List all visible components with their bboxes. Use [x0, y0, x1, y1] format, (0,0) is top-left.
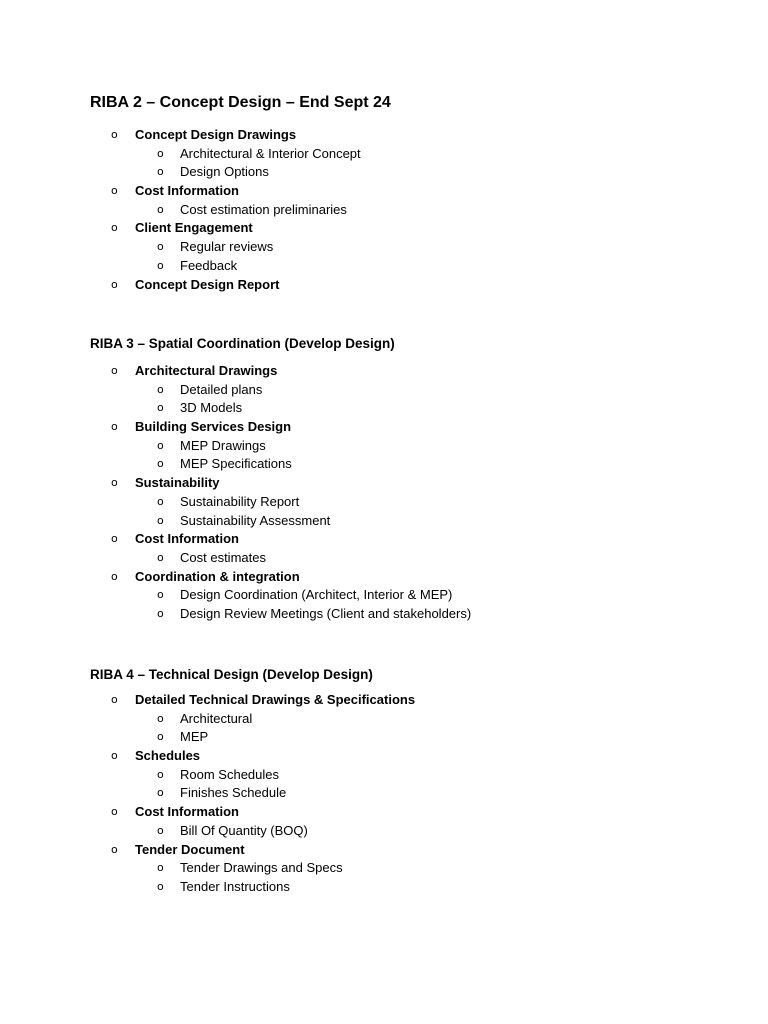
bullet-icon: o — [111, 184, 118, 198]
sub-list-item — [90, 878, 750, 897]
bullet-icon: o — [111, 128, 118, 141]
sub-item-label: Architectural & Interior Concept — [180, 145, 361, 161]
section-heading: RIBA 4 – Technical Design (Develop Design) — [90, 667, 373, 682]
sub-list-item — [90, 586, 750, 605]
bullet-icon: o — [157, 767, 164, 781]
list-item — [90, 276, 750, 295]
bullet-icon: o — [111, 693, 118, 706]
bullet-icon: o — [111, 221, 118, 235]
bullet-icon: o — [157, 550, 164, 564]
item-label: Tender Document — [135, 841, 245, 857]
bullet-icon: o — [111, 842, 118, 856]
list-item — [90, 568, 750, 587]
item-label: Client Engagement — [135, 220, 253, 236]
sub-list-item — [90, 201, 750, 220]
sub-item-label: Room Schedules — [180, 766, 279, 782]
item-label: Detailed Technical Drawings & Specifications — [135, 692, 416, 707]
list-item — [90, 747, 750, 766]
list-item — [90, 474, 750, 493]
list-item — [90, 219, 750, 238]
bullet-icon: o — [111, 277, 118, 291]
bullet-icon: o — [157, 513, 164, 527]
sub-list-item — [90, 766, 750, 785]
item-list — [90, 691, 750, 897]
bullet-icon: o — [111, 805, 118, 819]
bullet-icon: o — [157, 240, 164, 254]
bullet-icon: o — [157, 438, 164, 452]
list-item — [90, 803, 750, 822]
bullet-icon: o — [111, 569, 118, 583]
bullet-icon: o — [157, 401, 164, 415]
list-item — [90, 362, 750, 381]
section-heading: RIBA 3 – Spatial Coordination (Develop Design) — [90, 336, 395, 351]
bullet-icon: o — [157, 457, 164, 471]
list-item — [90, 841, 750, 860]
bullet-icon: o — [157, 711, 164, 725]
bullet-icon: o — [157, 494, 164, 508]
sub-item-label: Feedback — [180, 257, 238, 273]
list-item — [90, 126, 750, 145]
item-label: Sustainability — [135, 475, 220, 491]
item-label: Schedules — [135, 748, 201, 764]
sub-item-label: Sustainability Report — [180, 493, 300, 509]
sub-list-item — [90, 512, 750, 531]
item-label: Concept Design Drawings — [135, 127, 297, 142]
item-label: Cost Information — [135, 804, 239, 820]
bullet-icon: o — [157, 146, 164, 160]
item-label: Coordination & integration — [135, 568, 300, 584]
bullet-icon: o — [157, 606, 164, 620]
list-item — [90, 691, 750, 710]
sub-list-item — [90, 549, 750, 568]
sub-list-item — [90, 238, 750, 257]
sub-list-item — [90, 728, 750, 747]
sub-list-item — [90, 455, 750, 474]
sub-list-item — [90, 437, 750, 456]
sub-item-label: Design Options — [180, 164, 269, 180]
bullet-icon: o — [111, 476, 118, 490]
bullet-icon: o — [157, 202, 164, 216]
sub-item-label: 3D Models — [180, 400, 243, 416]
item-list — [90, 126, 750, 294]
section-heading: RIBA 2 – Concept Design – End Sept 24 — [90, 94, 391, 111]
section-riba-4 — [90, 667, 750, 897]
sub-item-label: Cost estimation preliminaries — [180, 201, 347, 217]
sub-list-item — [90, 257, 750, 276]
sub-item-label: Design Review Meetings (Client and stakeholders) — [180, 605, 472, 621]
sub-item-label: Bill Of Quantity (BOQ) — [180, 822, 308, 838]
item-list — [90, 362, 750, 624]
sub-list-item — [90, 381, 750, 400]
bullet-icon: o — [157, 588, 164, 602]
sub-item-label: Finishes Schedule — [180, 785, 287, 801]
bullet-icon: o — [157, 879, 164, 893]
sub-list-item — [90, 822, 750, 841]
bullet-icon: o — [157, 861, 164, 875]
list-item — [90, 182, 750, 201]
sub-item-label: Regular reviews — [180, 239, 274, 255]
bullet-icon: o — [111, 749, 118, 763]
sub-list-item — [90, 710, 750, 729]
sub-item-label: Tender Drawings and Specs — [180, 860, 343, 876]
item-label: Architectural Drawings — [135, 363, 278, 378]
bullet-icon: o — [111, 532, 118, 546]
item-label: Cost Information — [135, 531, 239, 547]
sub-item-label: Tender Instructions — [180, 878, 290, 894]
bullet-icon: o — [157, 258, 164, 272]
sub-item-label: MEP Specifications — [180, 456, 292, 472]
list-item — [90, 530, 750, 549]
item-label: Cost Information — [135, 183, 239, 199]
item-label: Building Services Design — [135, 419, 292, 435]
sub-list-item — [90, 145, 750, 164]
bullet-icon: o — [157, 730, 164, 744]
sub-item-label: Cost estimates — [180, 549, 266, 565]
sub-list-item — [90, 163, 750, 182]
bullet-icon: o — [111, 420, 118, 434]
sub-list-item — [90, 605, 750, 624]
sub-item-label: MEP — [180, 729, 209, 745]
sub-item-label: Architectural — [180, 710, 253, 726]
sub-list-item — [90, 493, 750, 512]
sub-list-item — [90, 784, 750, 803]
section-riba-2 — [90, 94, 750, 294]
bullet-icon: o — [111, 364, 118, 377]
sub-item-label: Design Coordination (Architect, Interior & MEP) — [180, 587, 453, 603]
sub-item-label: Sustainability Assessment — [180, 512, 331, 528]
section-riba-3 — [90, 336, 750, 624]
bullet-icon: o — [157, 165, 164, 179]
item-label: Concept Design Report — [135, 276, 280, 292]
sub-list-item — [90, 859, 750, 878]
bullet-icon: o — [157, 382, 164, 396]
sub-item-label: MEP Drawings — [180, 437, 266, 453]
sub-list-item — [90, 399, 750, 418]
sub-item-label: Detailed plans — [180, 381, 263, 397]
bullet-icon: o — [157, 786, 164, 800]
list-item — [90, 418, 750, 437]
bullet-icon: o — [157, 823, 164, 837]
